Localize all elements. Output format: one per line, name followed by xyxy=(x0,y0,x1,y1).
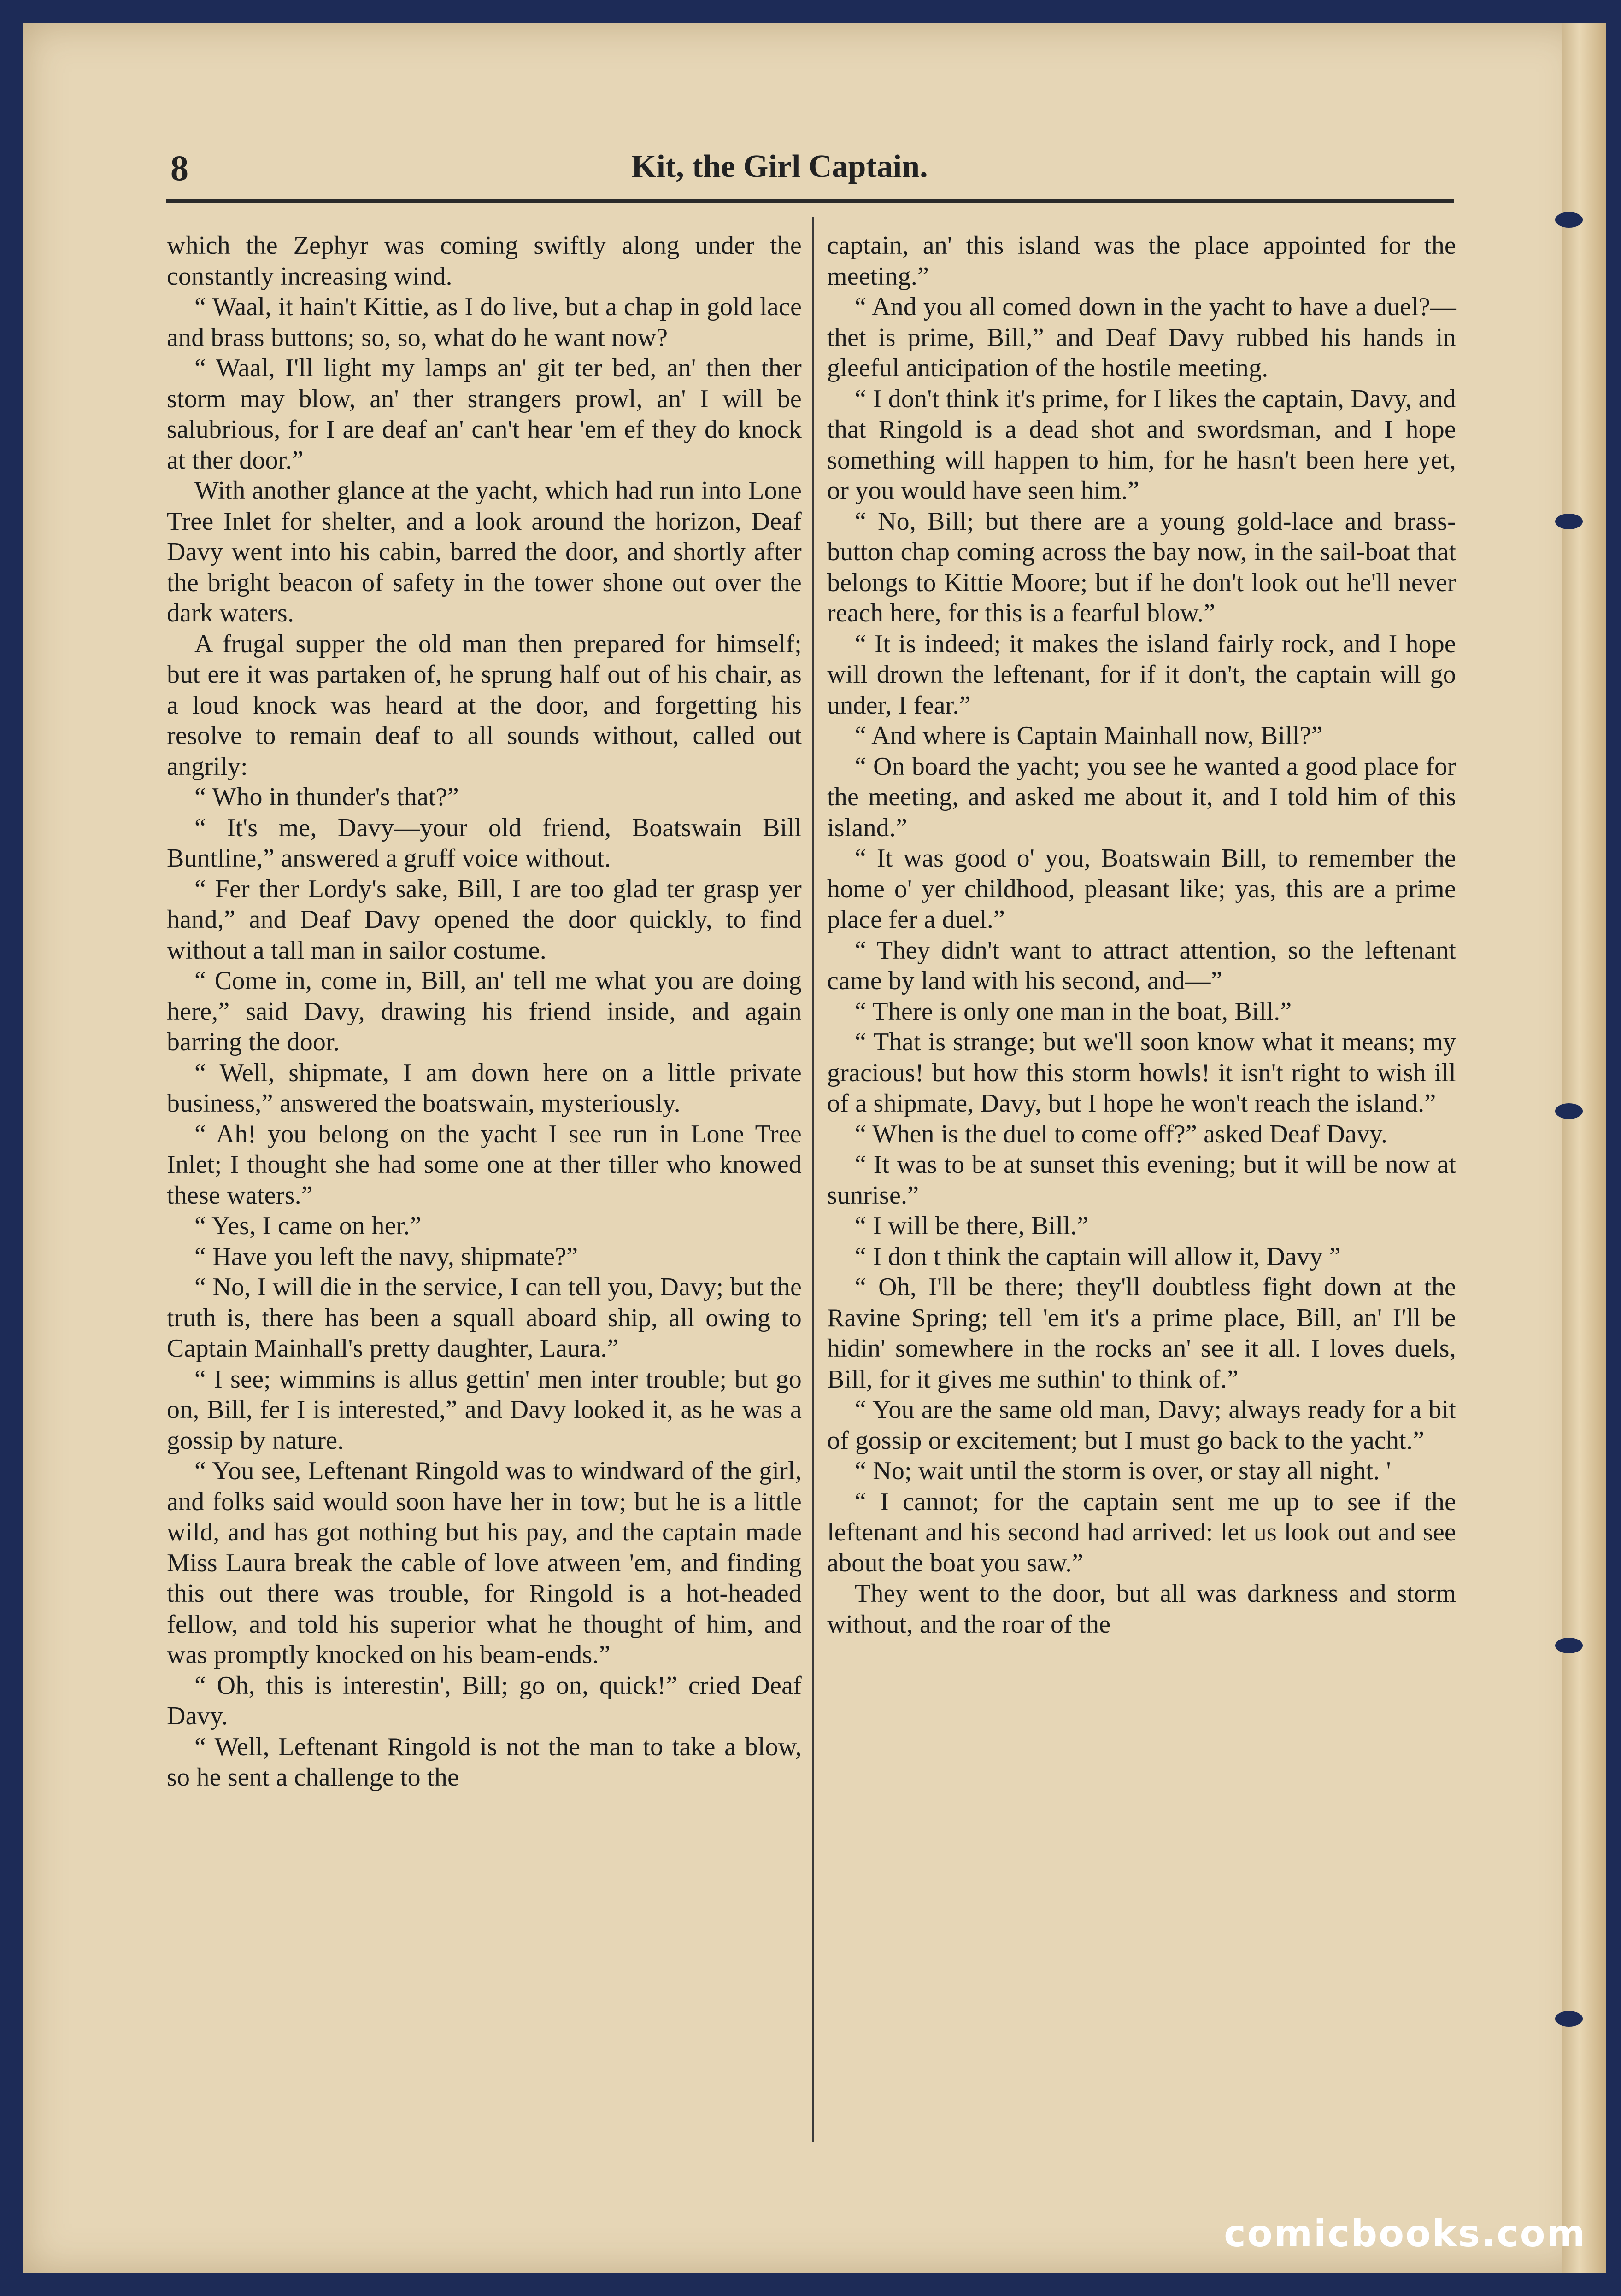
page-number: 8 xyxy=(170,148,188,188)
paragraph: “ Come in, come in, Bill, an' tell me what you are doing here,” said Davy, drawing his friend inside, and again barring the door. xyxy=(167,966,802,1056)
paragraph: A frugal supper the old man then prepared for himself; but ere it was partaken of, he sprung half out of his chair, as a loud knock was heard at the door, and forgetting his resolve to remain deaf to all sounds without, called out angrily: xyxy=(167,629,802,781)
page-spine xyxy=(1562,23,1606,2273)
site-watermark: comicbooks.com xyxy=(1224,2212,1586,2255)
paragraph: “ Ah! you belong on the yacht I see run in Lone Tree Inlet; I thought she had some one at ther tiller who knowed these waters.” xyxy=(167,1119,802,1210)
paragraph: “ Well, Leftenant Ringold is not the man to take a blow, so he sent a challenge to the xyxy=(167,1732,802,1792)
paragraph: “ Oh, this is interestin', Bill; go on, quick!” cried Deaf Davy. xyxy=(167,1671,802,1730)
running-title: Kit, the Girl Captain. xyxy=(631,149,928,184)
binding-hole xyxy=(1555,514,1583,529)
left-column xyxy=(167,230,802,2165)
paragraph: “ Have you left the navy, shipmate?” xyxy=(194,1242,578,1271)
paragraph: “ It was good o' you, Boatswain Bill, to remember the home o' yer childhood, pleasant like; yas, this are a prime place fer a duel.” xyxy=(827,844,1456,934)
paragraph: “ No, Bill; but there are a young gold-lace and brass-button chap coming across the bay now, in the sail-boat that belongs to Kittie Moore; but if he don't look out he'll never reach here, for this is a fearful blow.” xyxy=(827,507,1456,627)
paragraph: “ I cannot; for the captain sent me up to see if the leftenant and his second had arrived: let us look out and see about the boat you saw.” xyxy=(827,1487,1456,1577)
paragraph: “ And where is Captain Mainhall now, Bill?” xyxy=(855,721,1323,750)
binding-hole xyxy=(1555,1638,1583,1653)
column-divider xyxy=(812,217,814,2142)
paragraph: “ You see, Leftenant Ringold was to windward of the girl, and folks said would soon have her in tow; but he is a little wild, and has got nothing but his pay, and the captain made Miss Laura break the cable of love atween 'em, and finding this out there was trouble, for Ringold is a hot-headed fellow, and told his superior what he thought of him, and was promptly knocked on his beam-ends.” xyxy=(167,1457,802,1669)
paragraph: “ You are the same old man, Davy; always ready for a bit of gossip or excitement; but I must go back to the yacht.” xyxy=(827,1395,1456,1455)
paragraph: “ Who in thunder's that?” xyxy=(194,783,459,811)
paragraph: “ Waal, it hain't Kittie, as I do live, but a chap in gold lace and brass buttons; so, so, what do he want now? xyxy=(167,293,802,352)
paragraph: “ They didn't want to attract attention, so the leftenant came by land with his second, and—” xyxy=(827,936,1456,995)
binding-hole xyxy=(1555,212,1583,228)
binding-hole xyxy=(1555,1103,1583,1119)
paragraph: “ On board the yacht; you see he wanted a good place for the meeting, and asked me about it, and I told him of this island.” xyxy=(827,752,1456,842)
paragraph: “ Waal, I'll light my lamps an' git ter bed, an' then ther storm may blow, an' ther strangers prowl, an' I will be salubrious, for I are deaf an' can't hear 'em ef they do knock at ther door.” xyxy=(167,354,802,474)
paragraph: “ And you all comed down in the yacht to have a duel?—thet is prime, Bill,” and Deaf Davy rubbed his hands in gleeful anticipation of the hostile meeting. xyxy=(827,293,1456,382)
paragraph: “ No; wait until the storm is over, or stay all night. ' xyxy=(855,1457,1391,1485)
paragraph: “ No, I will die in the service, I can tell you, Davy; but the truth is, there has been a squall aboard ship, all owing to Captain Mainhall's pretty daughter, Laura.” xyxy=(167,1273,802,1363)
paragraph: “ I don't think it's prime, for I likes the captain, Davy, and that Ringold is a dead shot and swordsman, and I hope something will happen to him, for he hasn't been here yet, or you would have seen him.” xyxy=(827,384,1456,505)
paragraph: “ It's me, Davy—your old friend, Boatswain Bill Buntline,” answered a gruff voice without. xyxy=(167,813,802,873)
binding-hole xyxy=(1555,2011,1583,2027)
paragraph: “ Well, shipmate, I am down here on a little private business,” answered the boatswain, mysteriously. xyxy=(167,1058,802,1118)
paragraph: With another glance at the yacht, which had run into Lone Tree Inlet for shelter, and a look around the horizon, Deaf Davy went into his cabin, barred the door, and shortly after the bright beacon of safety in the tower shone out over the dark waters. xyxy=(167,476,802,627)
right-column xyxy=(827,230,1456,2165)
paragraph: “ When is the duel to come off?” asked Deaf Davy. xyxy=(855,1119,1388,1148)
paragraph: “ Yes, I came on her.” xyxy=(194,1212,422,1240)
paragraph: which the Zephyr was coming swiftly along under the constantly increasing wind. xyxy=(167,231,802,291)
paragraph: “ I see; wimmins is allus gettin' men inter trouble; but go on, Bill, fer I is interested,” and Davy looked it, as he was a gossip by nature. xyxy=(167,1365,802,1455)
paragraph: captain, an' this island was the place appointed for the meeting.” xyxy=(827,231,1456,291)
paragraph: “ It was to be at sunset this evening; but it will be now at sunrise.” xyxy=(827,1150,1456,1210)
header-rule xyxy=(166,199,1454,203)
paragraph: “ I don t think the captain will allow it, Davy ” xyxy=(855,1242,1341,1271)
paragraph: “ Fer ther Lordy's sake, Bill, I are too glad ter grasp yer hand,” and Deaf Davy opened the door quickly, to find without a tall man in sailor costume. xyxy=(167,874,802,965)
paragraph: “ It is indeed; it makes the island fairly rock, and I hope will drown the leftenant, for if it don't, the captain will go under, I fear.” xyxy=(827,629,1456,720)
paragraph: They went to the door, but all was darkness and storm without, and the roar of the xyxy=(827,1579,1456,1639)
paragraph: “ There is only one man in the boat, Bill.” xyxy=(855,997,1292,1026)
paragraph: “ Oh, I'll be there; they'll doubtless fight down at the Ravine Spring; tell 'em it's a prime place, Bill, an' I'll be hidin' somewhere in the rocks an' see it all. I loves duels, Bill, for it gives me suthin' to think of.” xyxy=(827,1273,1456,1394)
paragraph: “ I will be there, Bill.” xyxy=(855,1212,1089,1240)
paragraph: “ That is strange; but we'll soon know what it means; my gracious! but how this storm howls! it isn't right to wish ill of a shipmate, Davy, but I hope he won't reach the island.” xyxy=(827,1028,1456,1118)
